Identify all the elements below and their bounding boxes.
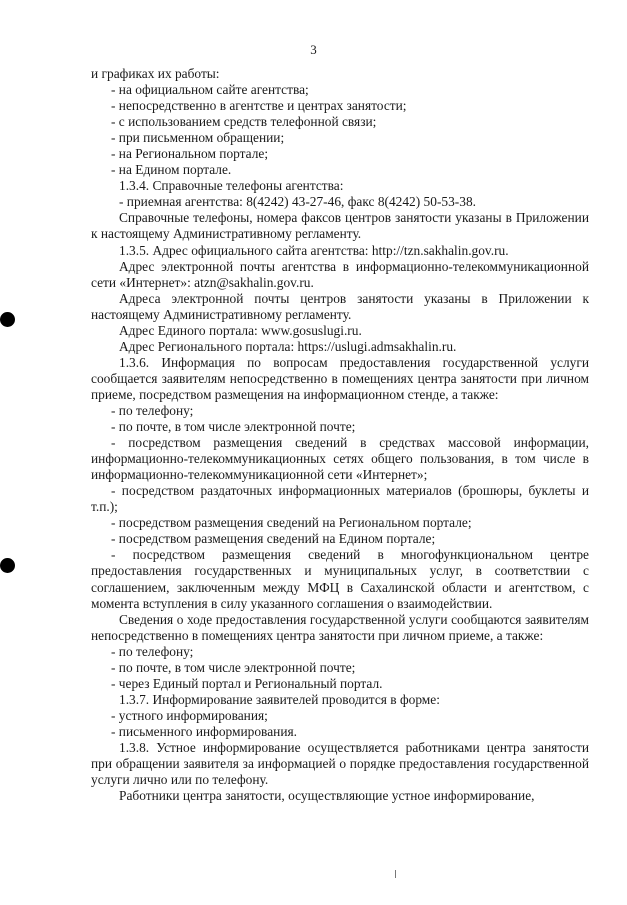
paragraph: 1.3.4. Справочные телефоны агентства:: [119, 178, 344, 194]
binder-hole-bottom: [0, 558, 15, 573]
paragraph: и графиках их работы:: [91, 66, 220, 81]
paragraph: - посредством раздаточных информационных материалов (брошюры, буклеты и т.п.);: [91, 483, 589, 515]
paragraph: 1.3.8. Устное информирование осуществляется работниками центра занятости при обращении заявителя за информацией о порядке предоставления государственной услуги лично или по телефону.: [91, 739, 589, 788]
paragraph: - на официальном сайте агентства;: [111, 82, 309, 98]
paragraph: - по телефону;: [111, 643, 194, 659]
paragraph: - на Региональном портале;: [111, 146, 269, 162]
scan-mark: [395, 870, 396, 878]
paragraph: - непосредственно в агентстве и центрах занятости;: [111, 98, 407, 114]
paragraph: - посредством размещения сведений на Едином портале;: [111, 531, 436, 547]
paragraph: Адрес Единого портала: www.gosuslugi.ru.: [119, 322, 362, 338]
paragraph: Адрес Регионального портала: https://uslugi.admsakhalin.ru.: [119, 338, 457, 354]
paragraph: - письменного информирования.: [111, 723, 297, 739]
paragraph: - приемная агентства: 8(4242) 43-27-46, факс 8(4242) 50-53-38.: [119, 194, 476, 210]
paragraph: Адреса электронной почты центров занятости указаны в Приложении к настоящему Административному регламенту.: [91, 290, 589, 322]
paragraph: - по почте, в том числе электронной почте;: [111, 659, 356, 675]
paragraph: - устного информирования;: [111, 707, 268, 723]
paragraph: - при письменном обращении;: [111, 130, 285, 146]
paragraph: 1.3.5. Адрес официального сайта агентства: http://tzn.sakhalin.gov.ru.: [119, 242, 509, 258]
page-number: 3: [310, 42, 317, 57]
paragraph: 1.3.7. Информирование заявителей проводится в форме:: [119, 691, 440, 707]
paragraph: Адрес электронной почты агентства в информационно-телекоммуникационной сети «Интернет»: atzn@sakhalin.gov.ru.: [91, 258, 589, 290]
paragraph: - по телефону;: [111, 402, 194, 418]
paragraph: - по почте, в том числе электронной почте;: [111, 419, 356, 435]
paragraph: Работники центра занятости, осуществляющие устное информирование,: [119, 788, 535, 804]
paragraph: Сведения о ходе предоставления государственной услуги сообщаются заявителям непосредственно в помещениях центра занятости при личном приеме, а также:: [91, 611, 589, 643]
binder-hole-top: [0, 312, 15, 327]
paragraph: - через Единый портал и Региональный портал.: [111, 675, 383, 691]
paragraph: Справочные телефоны, номера факсов центров занятости указаны в Приложении к настоящему Административному регламенту.: [91, 210, 589, 242]
paragraph: - с использованием средств телефонной связи;: [111, 114, 377, 130]
paragraph: - на Едином портале.: [111, 162, 232, 178]
paragraph: - посредством размещения сведений в многофункциональном центре предоставления государственных и муниципальных услуг, в соответствии с соглашением, заключенным между МФЦ в Сахалинской области и агентством, с момента вступления в силу указанного соглашения о взаимодействии.: [91, 547, 589, 611]
paragraph: 1.3.6. Информация по вопросам предоставления государственной услуги сообщается заявителям непосредственно в помещениях центра занятости при личном приеме, посредством размещения на информационном стенде, а также:: [91, 354, 589, 402]
document-body: [91, 66, 589, 804]
paragraph: - посредством размещения сведений на Региональном портале;: [111, 515, 472, 531]
paragraph: - посредством размещения сведений в средствах массовой информации, информационно-телекоммуникационных сетях общего пользования, в том числе в информационно-телекоммуникационной сети «Интернет»;: [91, 435, 589, 483]
